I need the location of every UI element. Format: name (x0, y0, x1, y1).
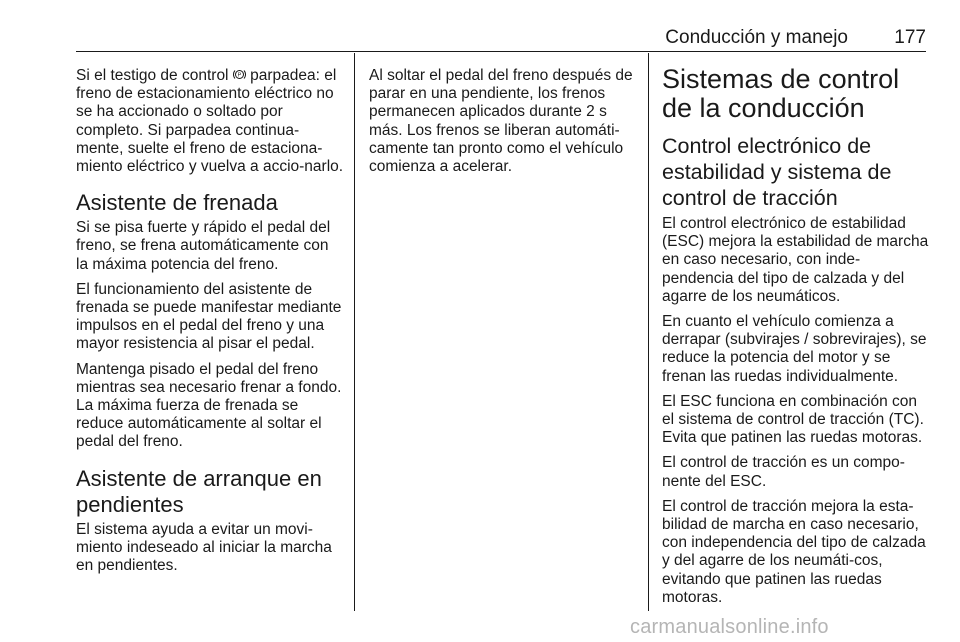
header-rule (76, 51, 926, 52)
brake-assist-paragraph-2: El funcionamiento del asistente de frenada se puede manifestar mediante impulsos en el pedal del freno y una mayor resistencia al pisar el pedal. (76, 280, 342, 353)
esc-paragraph-3: El ESC funciona en combinación con el sistema de control de tracción (TC). Evita que patinen las ruedas motoras. (662, 392, 924, 447)
driving-control-systems-heading: Sistemas de control de la conducción (662, 64, 900, 123)
column-divider-1 (354, 53, 355, 611)
esc-tc-heading: Control electrónico de estabilidad y sistema de control de tracción (662, 134, 892, 210)
brake-assist-paragraph-3: Mantenga pisado el pedal del freno mientras sea necesario frenar a fondo. La máxima fuerza de frenada se reduce automáticamente al soltar el pedal del freno. (76, 360, 342, 451)
section-title: Conducción y manejo (665, 27, 848, 48)
esc-paragraph-2: En cuanto el vehículo comienza a derrapar (subvirajes / sobrevirajes), se reduce la potencia del motor y se frenan las ruedas individualmente. (662, 313, 927, 385)
esc-paragraph-1: El control electrónico de estabilidad (ESC) mejora la estabilidad de marcha en caso necesario, con inde-pendencia del tipo de calzada y del agarre de los neumáticos. (662, 215, 929, 305)
hill-start-heading: Asistente de arranque en pendientes (76, 465, 322, 517)
hill-start-paragraph-1: El sistema ayuda a evitar un movi-miento indeseado al iniciar la marcha en pendientes. (76, 520, 332, 575)
intro-text-end: parpadea: el freno de estacionamiento eléctrico no se ha accionado o soltado por completo. Si parpadea continua-mente, suelte el freno de estaciona-miento eléctrico y vuelva a accio-narlo. (76, 67, 344, 176)
parking-brake-warning-paragraph (76, 67, 344, 176)
intro-text-start: Si el testigo de control (76, 67, 233, 84)
brake-assist-heading: Asistente de frenada (76, 190, 278, 216)
column-2 (369, 67, 639, 183)
brake-assist-paragraph-1: Si se pisa fuerte y rápido el pedal del freno, se frena automáticamente con la máxima potencia del freno. (76, 219, 331, 273)
column-1 (76, 67, 344, 582)
parking-brake-icon (233, 68, 246, 81)
page-header (76, 26, 926, 50)
hill-start-paragraph-2: Al soltar el pedal del freno después de parar en una pendiente, los frenos permanecen aplicados durante 2 s más. Los frenos se liberan automáti-camente tan pronto como el vehículo comienza a acelerar. (369, 67, 633, 176)
watermark: carmanualsonline.info (630, 616, 829, 638)
tc-paragraph-1: El control de tracción es un compo-nente del ESC. (662, 454, 905, 490)
tc-paragraph-2: El control de tracción mejora la esta-bilidad de marcha en caso necesario, con independencia del tipo de calzada y del agarre de los neumáti-cos, evitando que patinen las ruedas motoras. (662, 497, 926, 606)
page-number: 177 (894, 27, 926, 48)
svg-text:P: P (237, 72, 242, 79)
column-divider-2 (648, 53, 649, 611)
column-3 (662, 64, 930, 614)
